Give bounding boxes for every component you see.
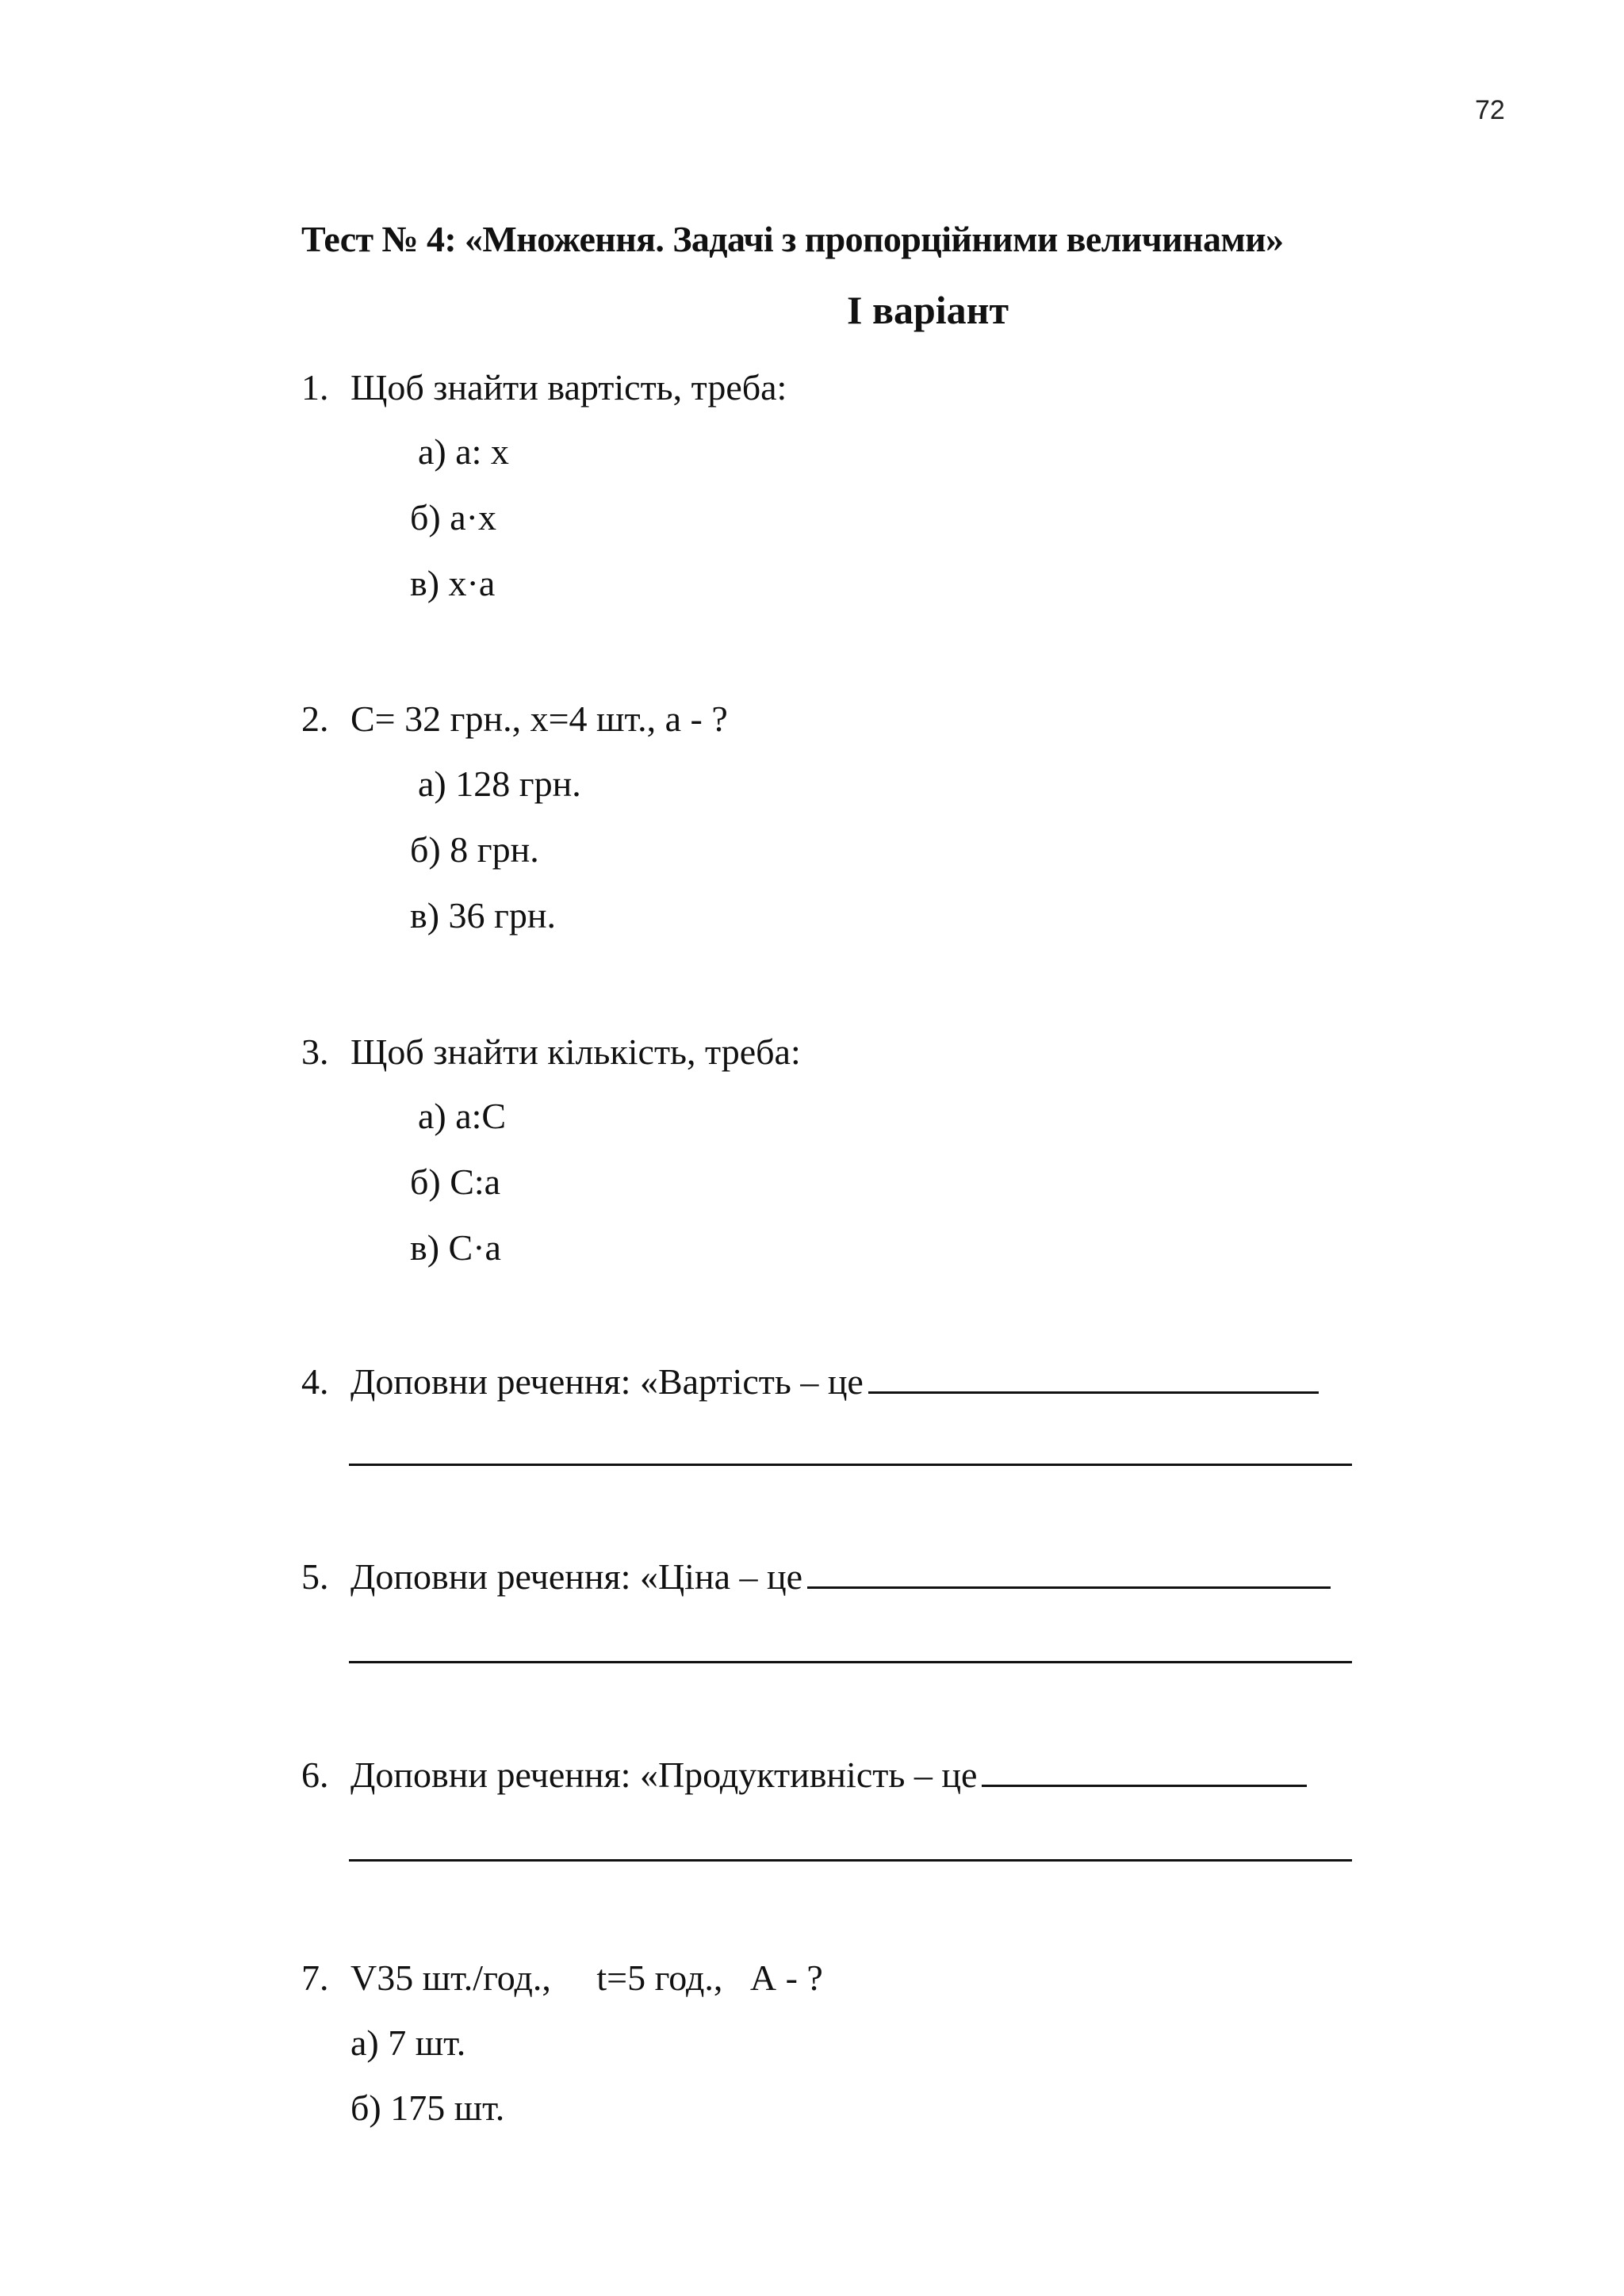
question-number: 4. [301,1361,329,1402]
question-3-option-b[interactable]: б) С:а [410,1161,501,1202]
question-number: 1. [301,367,329,408]
question-2-option-a[interactable]: а) 128 грн. [418,763,581,804]
question-7-option-b[interactable]: б) 175 шт. [350,2087,505,2128]
question-text: V35 шт./год., t=5 год., А - ? [350,1957,823,1998]
question-3-option-c[interactable]: в) С·а [410,1227,501,1268]
page-number: 72 [1475,95,1505,125]
answer-blank-line[interactable] [349,1859,1352,1862]
question-7-option-a[interactable]: а) 7 шт. [350,2022,466,2063]
question-7 [301,1957,823,1999]
answer-blank[interactable] [807,1559,1331,1589]
question-text: Доповни речення: «Ціна – це [350,1556,803,1597]
question-number: 5. [301,1556,329,1597]
question-2-option-b[interactable]: б) 8 грн. [410,829,539,870]
question-number: 6. [301,1755,329,1795]
answer-blank-line[interactable] [349,1661,1352,1663]
question-number: 7. [301,1957,329,1998]
question-2-option-c[interactable]: в) 36 грн. [410,895,557,936]
question-text: Щоб знайти вартість, треба: [350,367,787,408]
question-1 [301,366,787,408]
question-3-option-a[interactable]: а) а:С [418,1096,507,1136]
question-text: С= 32 грн., х=4 шт., а - ? [350,698,728,739]
question-text: Доповни речення: «Вартість – це [350,1361,864,1402]
question-number: 2. [301,698,329,739]
answer-blank-line[interactable] [349,1464,1352,1466]
answer-blank[interactable] [982,1758,1307,1787]
question-1-option-a[interactable]: а) а: х [418,431,509,472]
question-2 [301,698,728,740]
variant-heading: І варіант [846,288,1009,332]
test-title: Тест № 4: «Множення. Задачі з пропорційними величинами» [301,219,1284,259]
question-number: 3. [301,1031,329,1072]
question-3 [301,1031,801,1073]
question-text: Щоб знайти кількість, треба: [350,1031,801,1072]
answer-blank[interactable] [868,1364,1319,1394]
question-5 [301,1556,1331,1598]
question-text: Доповни речення: «Продуктивність – це [350,1755,978,1795]
question-1-option-b[interactable]: б) а·х [410,497,496,538]
question-6 [301,1754,1307,1796]
question-4 [301,1360,1319,1402]
question-1-option-c[interactable]: в) х·а [410,563,496,603]
